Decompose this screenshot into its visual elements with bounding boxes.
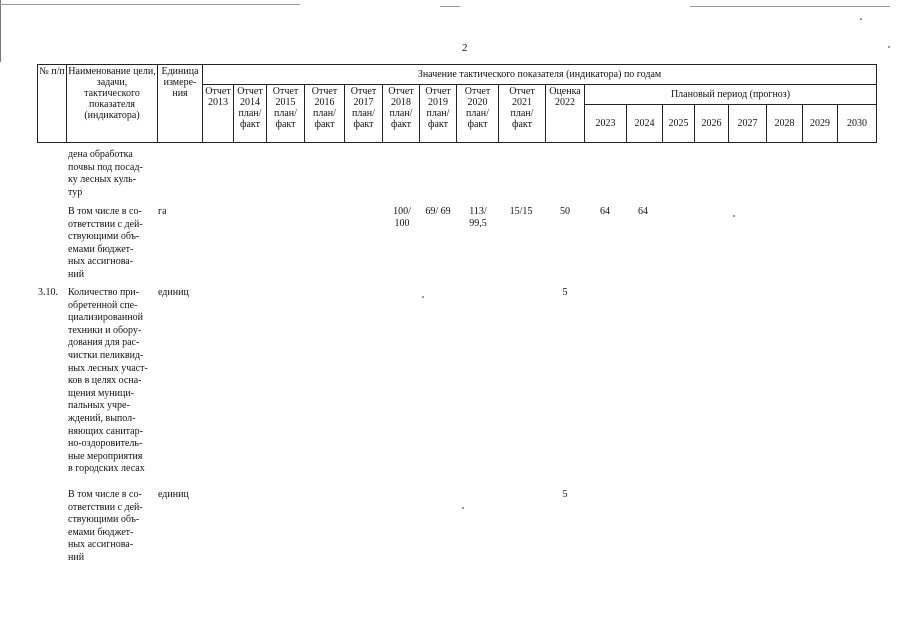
header-report-2016: Отчет 2016 план/ факт xyxy=(305,85,345,143)
header-report-2018: Отчет 2018 план/ факт xyxy=(383,85,420,143)
scan-speck xyxy=(888,46,890,48)
scan-speck xyxy=(733,215,735,217)
header-report-2020: Отчет 2020 план/ факт xyxy=(457,85,499,143)
header-plan-2024: 2024 xyxy=(627,105,663,143)
header-plan-2030: 2030 xyxy=(838,105,877,143)
value-2021: 15/15 xyxy=(509,206,533,217)
row-unit: га xyxy=(158,206,167,217)
value-2024: 64 xyxy=(638,206,648,217)
table-header xyxy=(37,64,877,143)
row-unit: единиц xyxy=(158,489,189,500)
value-2023: 64 xyxy=(600,206,610,217)
row-name: В том числе в со- ответствии с дей- ствующими объ- емами бюджет- ных ассигнова- ний xyxy=(68,206,143,280)
header-num: № п/п xyxy=(38,65,67,143)
header-values-title: Значение тактического показателя (индикатора) по годам xyxy=(203,65,877,85)
header-name: Наименование цели, задачи, тактического показателя (индикатора) xyxy=(67,65,158,143)
scan-speck xyxy=(422,296,424,298)
row-name: Количество при- обретенной спе- циализированной техники и обору- дования для рас- чистки пеликвид- ных лесных участ- ков в целях осна- щения муници- пальных учре- ждений, выпол- няющих санитар- но-оздоровитель- ные мероприятия в городских лесах xyxy=(68,287,148,475)
value-2022: 5 xyxy=(562,489,568,500)
scan-top-line xyxy=(0,4,300,5)
scan-edge-line xyxy=(0,0,1,62)
header-report-2014: Отчет 2014 план/ факт xyxy=(234,85,267,143)
header-plan-2028: 2028 xyxy=(767,105,803,143)
header-plan-2029: 2029 xyxy=(803,105,838,143)
row-unit: единиц xyxy=(158,287,189,298)
row-number: 3.10. xyxy=(38,287,58,298)
header-plan-2025: 2025 xyxy=(663,105,695,143)
header-report-2019: Отчет 2019 план/ факт xyxy=(420,85,457,143)
value-2022: 50 xyxy=(560,206,570,217)
value-2019: 69/ 69 xyxy=(425,206,451,217)
header-plan-2023: 2023 xyxy=(585,105,627,143)
header-report-2017: Отчет 2017 план/ факт xyxy=(345,85,383,143)
header-unit: Единица измере-ния xyxy=(158,65,203,143)
page-number: 2 xyxy=(462,42,468,54)
value-2018: 100/ 100 xyxy=(393,206,411,229)
value-2020: 113/ 99,5 xyxy=(469,206,487,229)
header-plan-title: Плановый период (прогноз) xyxy=(585,85,877,105)
header-report-2021: Отчет 2021 план/ факт xyxy=(499,85,546,143)
header-plan-2026: 2026 xyxy=(695,105,729,143)
row-name: дена обработка почвы под посад- ку лесных куль- тур xyxy=(68,149,143,198)
scan-speck xyxy=(462,507,464,509)
row-name: В том числе в со- ответствии с дей- ствующими объ- емами бюджет- ных ассигнова- ний xyxy=(68,489,143,563)
value-2022: 5 xyxy=(562,287,568,298)
header-plan-2027: 2027 xyxy=(729,105,767,143)
header-report-2013: Отчет 2013 xyxy=(203,85,234,143)
scan-top-line-3 xyxy=(690,6,890,7)
scan-top-line-2 xyxy=(440,6,460,7)
header-report-2015: Отчет 2015 план/ факт xyxy=(267,85,305,143)
scan-speck xyxy=(860,18,862,20)
header-estimate-2022: Оценка 2022 xyxy=(546,85,585,143)
